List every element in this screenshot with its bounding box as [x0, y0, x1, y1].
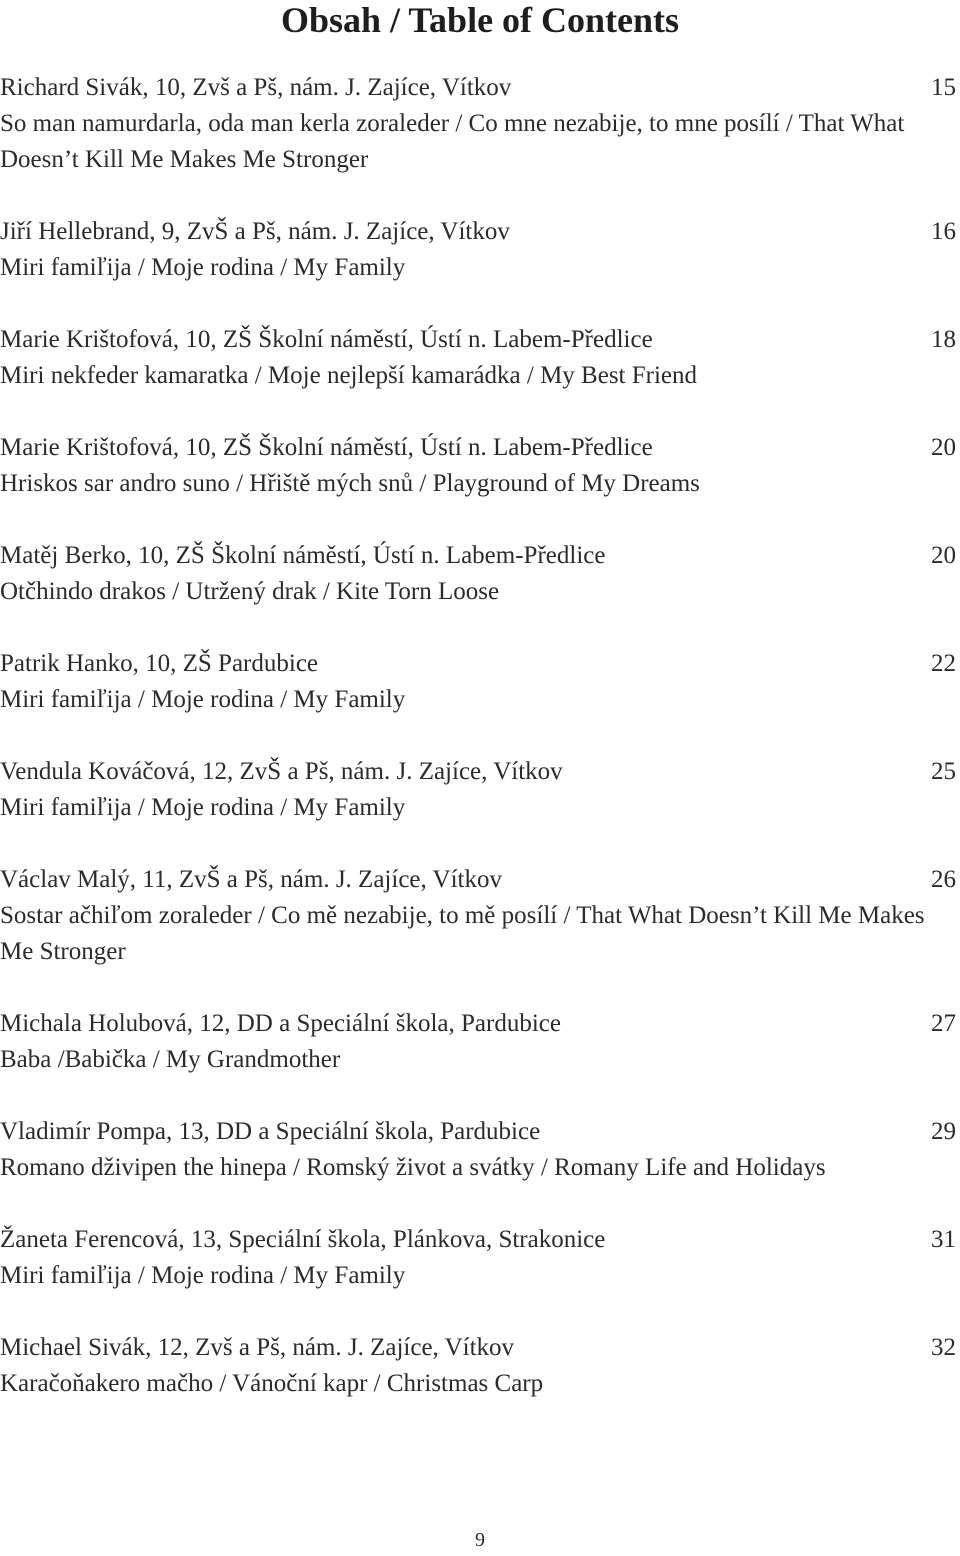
entry-title: Romano dživipen the hinepa / Romský život a svátky / Romany Life and Holidays [0, 1154, 826, 1181]
author-line [0, 1006, 960, 1042]
entry-page-number: 16 [931, 218, 956, 245]
author-line [0, 1114, 960, 1150]
footer-page-number: 9 [475, 1529, 485, 1551]
toc-entry[interactable] [0, 1330, 960, 1402]
entry-page-number: 20 [931, 542, 956, 569]
entry-title: Miri famiľija / Moje rodina / My Family [0, 254, 406, 281]
page-title: Obsah / Table of Contents [280, 0, 680, 40]
entry-page-number: 25 [931, 758, 956, 785]
entry-page-number: 31 [931, 1226, 956, 1253]
entry-title: Sostar ačhiľom zoraleder / Co mě nezabije, to mě posílí / That What Doesn’t Kill Me Makes Me Stronger [0, 902, 925, 965]
author-line [0, 754, 960, 790]
entry-title: Hriskos sar andro suno / Hřiště mých snů / Playground of My Dreams [0, 470, 700, 497]
entry-title: Miri nekfeder kamaratka / Moje nejlepší kamarádka / My Best Friend [0, 362, 698, 389]
toc-entry[interactable] [0, 1222, 960, 1294]
toc-entry[interactable] [0, 430, 960, 502]
toc-entry[interactable] [0, 538, 960, 610]
author-line [0, 862, 960, 898]
entry-author: Marie Krištofová, 10, ZŠ Školní náměstí, Ústí n. Labem-Předlice [0, 434, 653, 461]
entry-page-number: 27 [931, 1010, 956, 1037]
toc-entry[interactable] [0, 1006, 960, 1078]
author-line [0, 538, 960, 574]
author-line [0, 70, 960, 106]
entry-title: Miri famiľija / Moje rodina / My Family [0, 1262, 406, 1289]
toc-entry[interactable] [0, 754, 960, 826]
entry-page-number: 15 [931, 74, 956, 101]
entry-title: So man namurdarla, oda man kerla zoraleder / Co mne nezabije, to mne posílí / That What Doesn’t Kill Me Makes Me Stronger [0, 110, 905, 173]
entry-page-number: 22 [931, 650, 956, 677]
entry-title: Baba /Babička / My Grandmother [0, 1046, 341, 1073]
entry-author: Vendula Kováčová, 12, ZvŠ a Pš, nám. J. Zajíce, Vítkov [0, 758, 563, 785]
author-line [0, 322, 960, 358]
toc-entry[interactable] [0, 70, 960, 178]
entry-title: Miri famiľija / Moje rodina / My Family [0, 686, 406, 713]
toc-entry[interactable] [0, 862, 960, 970]
toc-entry[interactable] [0, 322, 960, 394]
entry-author: Michael Sivák, 12, Zvš a Pš, nám. J. Zajíce, Vítkov [0, 1334, 515, 1361]
table-of-contents [0, 70, 960, 1438]
author-line [0, 214, 960, 250]
entry-author: Richard Sivák, 10, Zvš a Pš, nám. J. Zajíce, Vítkov [0, 74, 512, 101]
entry-page-number: 32 [931, 1334, 956, 1361]
entry-title: Miri famiľija / Moje rodina / My Family [0, 794, 406, 821]
entry-author: Patrik Hanko, 10, ZŠ Pardubice [0, 650, 319, 677]
entry-author: Michala Holubová, 12, DD a Speciální škola, Pardubice [0, 1010, 561, 1037]
entry-author: Žaneta Ferencová, 13, Speciální škola, Plánkova, Strakonice [0, 1226, 606, 1253]
entry-title: Otčhindo drakos / Utržený drak / Kite Torn Loose [0, 578, 500, 605]
author-line [0, 1222, 960, 1258]
entry-title: Karačoňakero mačho / Vánoční kapr / Christmas Carp [0, 1370, 544, 1397]
toc-entry[interactable] [0, 646, 960, 718]
toc-entry[interactable] [0, 214, 960, 286]
entry-author: Matěj Berko, 10, ZŠ Školní náměstí, Ústí n. Labem-Předlice [0, 542, 606, 569]
entry-author: Vladimír Pompa, 13, DD a Speciální škola, Pardubice [0, 1118, 541, 1145]
entry-page-number: 18 [931, 326, 956, 353]
author-line [0, 646, 960, 682]
author-line [0, 430, 960, 466]
entry-page-number: 20 [931, 434, 956, 461]
entry-author: Václav Malý, 11, ZvŠ a Pš, nám. J. Zajíce, Vítkov [0, 866, 503, 893]
author-line [0, 1330, 960, 1366]
entry-author: Jiří Hellebrand, 9, ZvŠ a Pš, nám. J. Zajíce, Vítkov [0, 218, 510, 245]
entry-page-number: 29 [931, 1118, 956, 1145]
entry-author: Marie Krištofová, 10, ZŠ Školní náměstí, Ústí n. Labem-Předlice [0, 326, 653, 353]
toc-entry[interactable] [0, 1114, 960, 1186]
entry-page-number: 26 [931, 866, 956, 893]
